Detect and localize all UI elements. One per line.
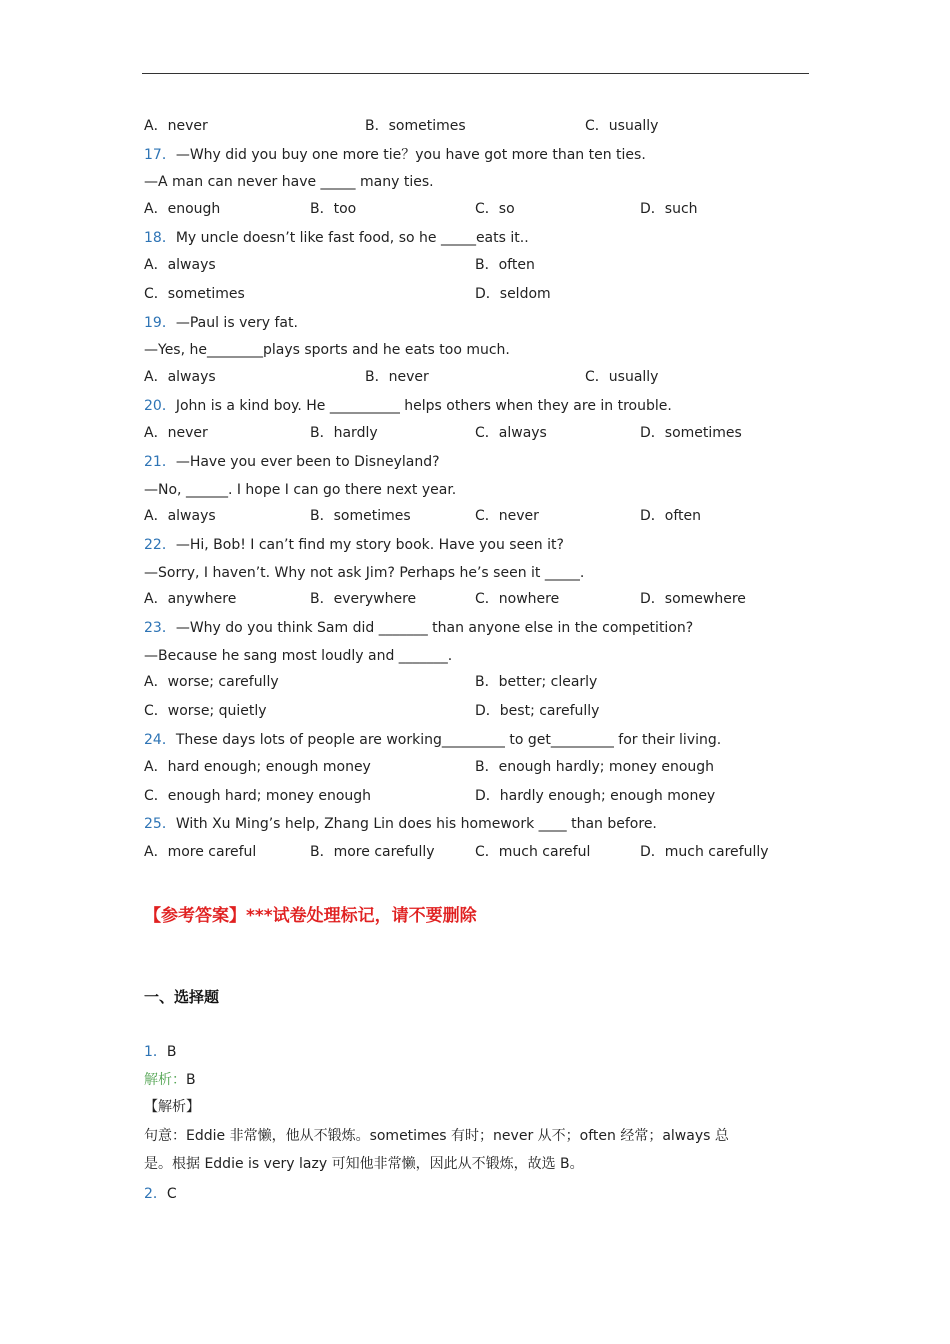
question-text: —Hi, Bob! I can’t find my story book. Have you seen it? <box>175 537 564 553</box>
q16-option-b[interactable]: B．sometimes <box>365 118 466 134</box>
question-number: 19． <box>144 315 176 331</box>
question-24 <box>144 731 721 749</box>
q18-option-b[interactable]: B．often <box>475 257 535 273</box>
question-number: 18． <box>144 230 176 246</box>
question-text: With Xu Ming’s help, Zhang Lin does his homework ____ than before. <box>175 816 657 832</box>
q20-option-d[interactable]: D．sometimes <box>640 425 742 441</box>
q20-option-b[interactable]: B．hardly <box>310 425 378 441</box>
question-text: —Have you ever been to Disneyland? <box>175 454 440 470</box>
q23-option-a[interactable]: A．worse; carefully <box>144 674 279 690</box>
q21-option-b[interactable]: B．sometimes <box>310 508 411 524</box>
q25-option-b[interactable]: B．more carefully <box>310 844 435 860</box>
q23-option-d[interactable]: D．best; carefully <box>475 703 600 719</box>
question-23 <box>144 619 693 637</box>
q17-option-b[interactable]: B．too <box>310 201 357 217</box>
q24-option-d[interactable]: D．hardly enough; enough money <box>475 788 716 804</box>
question-number: 21． <box>144 454 176 470</box>
q17-option-a[interactable]: A．enough <box>144 201 221 217</box>
question-text: —Why did you buy one more tie？you have got more than ten ties. <box>175 147 646 163</box>
question-22 <box>144 536 564 554</box>
question-21-reply: —No, ______. I hope I can go there next year. <box>144 482 457 498</box>
q22-option-c[interactable]: C．nowhere <box>475 591 560 607</box>
answer-number: 1． <box>144 1044 167 1060</box>
q18-option-c[interactable]: C．sometimes <box>144 286 245 302</box>
q19-option-b[interactable]: B．never <box>365 369 429 385</box>
q16-option-c[interactable]: C．usually <box>585 118 659 134</box>
answer-1 <box>144 1043 177 1061</box>
question-text: These days lots of people are working_________ to get_________ for their living. <box>175 732 722 748</box>
question-number: 22． <box>144 537 176 553</box>
q23-option-b[interactable]: B．better; clearly <box>475 674 598 690</box>
section-title: 一、选择题 <box>144 988 220 1006</box>
q21-option-a[interactable]: A．always <box>144 508 216 524</box>
question-25 <box>144 815 657 833</box>
question-text: My uncle doesn’t like fast food, so he _____eats it.. <box>175 230 529 246</box>
question-number: 20． <box>144 398 176 414</box>
q17-option-d[interactable]: D．such <box>640 201 698 217</box>
header-rule <box>142 73 809 74</box>
q25-option-a[interactable]: A．more careful <box>144 844 257 860</box>
answer-value: B <box>166 1044 177 1060</box>
q24-option-c[interactable]: C．enough hard; money enough <box>144 788 372 804</box>
q24-option-b[interactable]: B．enough hardly; money enough <box>475 759 715 775</box>
q19-option-a[interactable]: A．always <box>144 369 216 385</box>
question-text: —Why do you think Sam did _______ than anyone else in the competition? <box>175 620 694 636</box>
question-23-reply: —Because he sang most loudly and _______. <box>144 648 453 664</box>
q25-option-d[interactable]: D．much carefully <box>640 844 769 860</box>
analysis-heading: 【解析】 <box>144 1099 200 1115</box>
answer-value: C <box>166 1186 177 1202</box>
analysis-text-line-2: 是。根据 Eddie is very lazy 可知他非常懒，因此从不锻炼，故选 B。 <box>144 1156 584 1172</box>
question-17-reply: —A man can never have _____ many ties. <box>144 174 434 190</box>
q20-option-c[interactable]: C．always <box>475 425 547 441</box>
answer-banner: 【参考答案】***试卷处理标记，请不要删除 <box>144 906 477 926</box>
q16-option-a[interactable]: A．never <box>144 118 208 134</box>
question-number: 25． <box>144 816 176 832</box>
analysis-value: B <box>186 1072 196 1088</box>
q22-option-b[interactable]: B．everywhere <box>310 591 417 607</box>
q18-option-a[interactable]: A．always <box>144 257 216 273</box>
question-22-reply: —Sorry, I haven’t. Why not ask Jim? Perhaps he’s seen it _____. <box>144 565 585 581</box>
question-text: John is a kind boy. He __________ helps others when they are in trouble. <box>175 398 672 414</box>
q25-option-c[interactable]: C．much careful <box>475 844 591 860</box>
q21-option-c[interactable]: C．never <box>475 508 539 524</box>
question-18 <box>144 229 529 247</box>
question-21 <box>144 453 440 471</box>
q19-option-c[interactable]: C．usually <box>585 369 659 385</box>
question-text: —Paul is very fat. <box>175 315 298 331</box>
q24-option-a[interactable]: A．hard enough; enough money <box>144 759 371 775</box>
q22-option-d[interactable]: D．somewhere <box>640 591 746 607</box>
q17-option-c[interactable]: C．so <box>475 201 515 217</box>
question-19-reply: —Yes, he________plays sports and he eats too much. <box>144 342 510 358</box>
question-20 <box>144 397 672 415</box>
question-17 <box>144 146 646 164</box>
question-number: 17． <box>144 147 176 163</box>
question-number: 23． <box>144 620 176 636</box>
answer-2 <box>144 1185 177 1203</box>
q18-option-d[interactable]: D．seldom <box>475 286 551 302</box>
question-19 <box>144 314 298 332</box>
q22-option-a[interactable]: A．anywhere <box>144 591 237 607</box>
answer-number: 2． <box>144 1186 167 1202</box>
q21-option-d[interactable]: D．often <box>640 508 702 524</box>
answer-1-analysis <box>144 1071 196 1089</box>
q20-option-a[interactable]: A．never <box>144 425 208 441</box>
analysis-text-line-1: 句意：Eddie 非常懒，他从不锻炼。sometimes 有时；never 从不；often 经常；always 总 <box>144 1128 729 1144</box>
question-number: 24． <box>144 732 176 748</box>
analysis-label: 解析： <box>144 1072 186 1088</box>
q23-option-c[interactable]: C．worse; quietly <box>144 703 267 719</box>
